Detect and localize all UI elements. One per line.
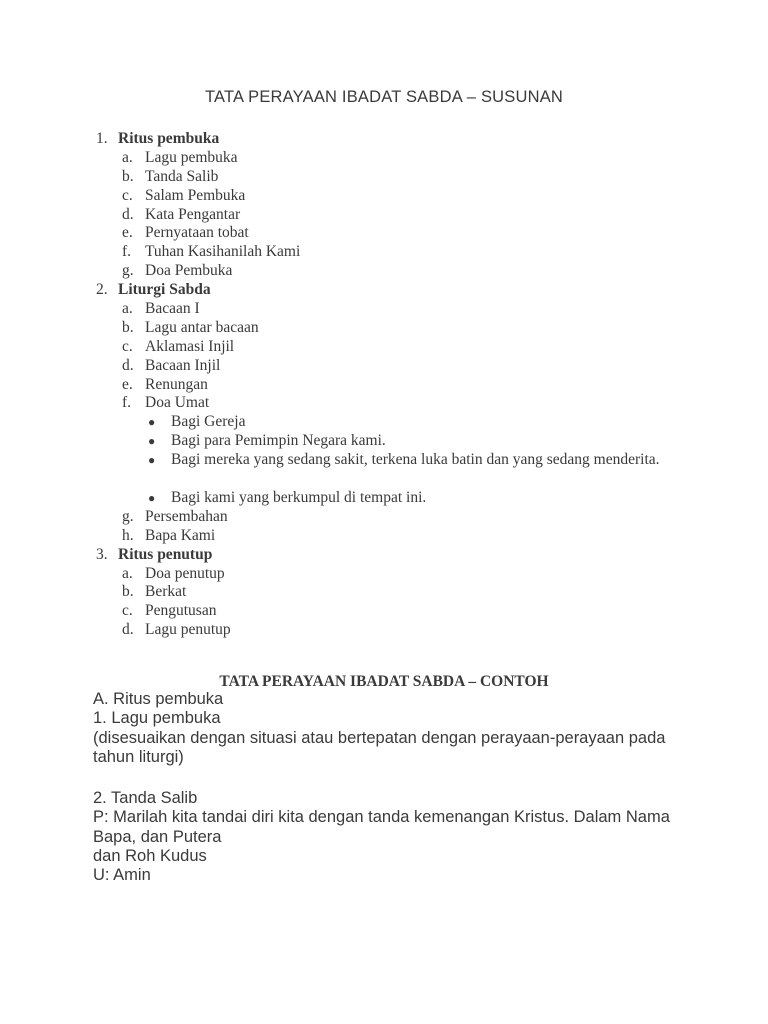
item-letter: d. (122, 205, 134, 223)
item-label: Tanda Salib (145, 167, 219, 185)
item-label: Lagu antar bacaan (145, 318, 259, 336)
section-number: 3. (96, 545, 108, 563)
item-letter: e. (122, 224, 133, 242)
item-label: Lagu penutup (145, 621, 231, 639)
item-letter: a. (122, 564, 133, 582)
bullet-icon: ● (148, 434, 156, 449)
item-label: Aklamasi Injil (145, 337, 235, 355)
item-letter: a. (122, 148, 133, 166)
item-letter: e. (122, 375, 133, 393)
example-line: P: Marilah kita tandai diri kita dengan tanda kemenangan Kristus. Dalam Nama Bapa, dan Putera (93, 808, 670, 846)
item-letter: b. (122, 583, 134, 601)
item-letter: b. (122, 167, 134, 185)
item-label: Tuhan Kasihanilah Kami (145, 243, 301, 261)
bullet-text: Bagi Gereja (171, 413, 246, 431)
bullet-icon: ● (148, 453, 156, 468)
example-line: U: Amin (93, 866, 151, 885)
item-label: Bapa Kami (145, 526, 216, 544)
item-letter: g. (122, 507, 134, 525)
bullet-text: Bagi para Pemimpin Negara kami. (171, 432, 386, 450)
item-letter: b. (122, 318, 134, 336)
example-line: 1. Lagu pembuka (93, 709, 221, 728)
item-letter: f. (122, 394, 132, 412)
example-line: dan Roh Kudus (93, 847, 207, 866)
bullet-text: Bagi mereka yang sedang sakit, terkena luka batin dan yang sedang menderita. (171, 451, 660, 469)
example-title: TATA PERAYAAN IBADAT SABDA – CONTOH (219, 673, 549, 690)
section-label: Liturgi Sabda (118, 281, 211, 299)
item-label: Persembahan (145, 507, 228, 525)
item-label: Salam Pembuka (145, 186, 246, 204)
item-letter: h. (122, 526, 134, 544)
item-letter: f. (122, 243, 132, 261)
item-letter: d. (122, 621, 134, 639)
item-label: Bacaan Injil (145, 356, 221, 374)
item-letter: c. (122, 186, 133, 204)
item-label: Renungan (145, 375, 208, 393)
item-letter: c. (122, 337, 133, 355)
item-label: Doa penutup (145, 564, 225, 582)
example-body (93, 690, 673, 886)
item-label: Kata Pengantar (145, 205, 241, 223)
example-line: 2. Tanda Salib (93, 789, 198, 808)
item-label: Berkat (145, 583, 187, 601)
document-title: TATA PERAYAAN IBADAT SABDA – SUSUNAN (204, 88, 564, 106)
section-label: Ritus pembuka (118, 130, 220, 147)
item-label: Pernyataan tobat (145, 224, 249, 242)
example-line: (disesuaikan dengan situasi atau bertepatan dengan perayaan-perayaan pada tahun liturgi) (93, 728, 666, 766)
item-label: Doa Umat (145, 394, 210, 412)
item-letter: a. (122, 300, 133, 318)
item-label: Lagu pembuka (145, 148, 238, 166)
section-number: 2. (96, 281, 108, 299)
bullet-text: Bagi kami yang berkumpul di tempat ini. (171, 488, 427, 506)
bullet-icon: ● (148, 415, 156, 430)
section-label: Ritus penutup (118, 545, 213, 563)
item-label: Pengutusan (145, 602, 217, 620)
bullet-icon: ● (148, 490, 156, 505)
item-letter: d. (122, 356, 134, 374)
item-label: Doa Pembuka (145, 262, 233, 280)
example-line: A. Ritus pembuka (93, 690, 224, 708)
item-letter: g. (122, 262, 134, 280)
item-letter: c. (122, 602, 133, 620)
item-label: Bacaan I (145, 300, 200, 318)
section-number: 1. (96, 130, 108, 147)
paragraph-spacer (93, 767, 673, 789)
